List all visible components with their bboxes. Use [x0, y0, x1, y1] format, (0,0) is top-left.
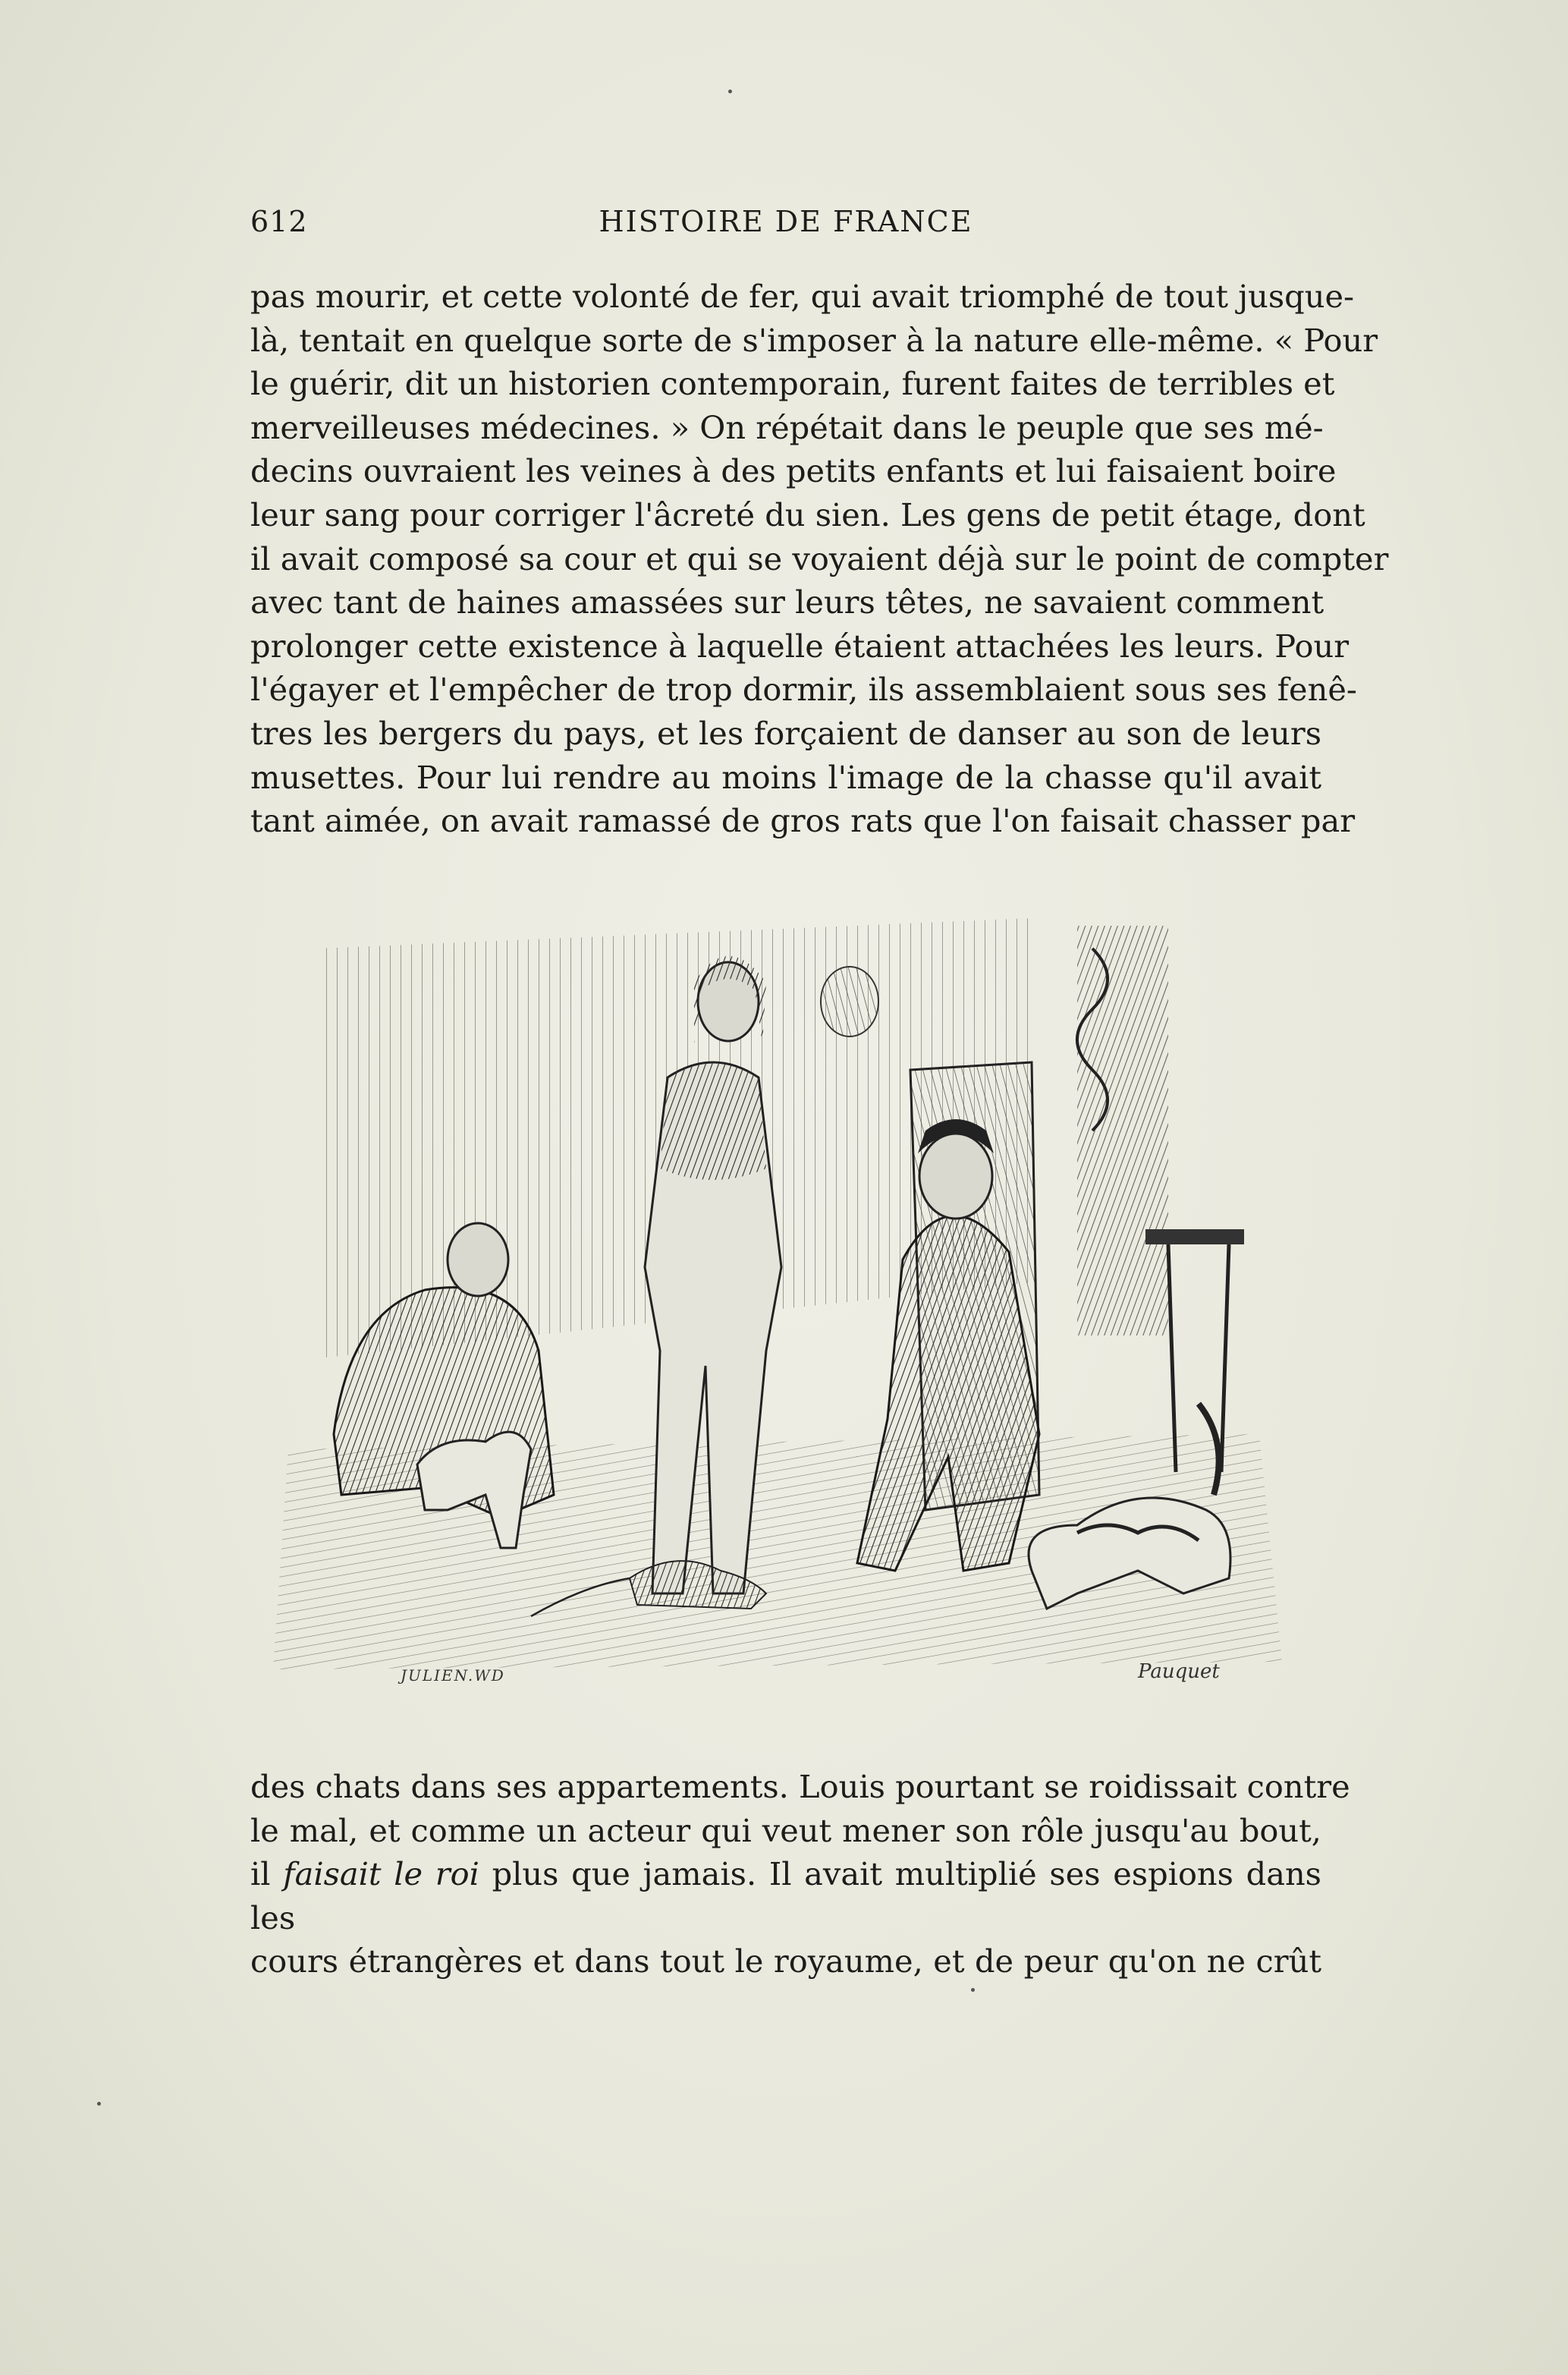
paper-speck	[97, 2102, 101, 2106]
artist-signature: Pauquet	[1138, 1660, 1220, 1683]
paragraph-bottom	[250, 1765, 1350, 1983]
engraver-signature: JULIEN.WD	[401, 1666, 505, 1685]
running-title: HISTOIRE DE FRANCE	[599, 205, 973, 238]
ornate-column	[1077, 926, 1168, 1335]
running-header	[250, 205, 1321, 243]
text-line: prolonger cette existence à laquelle étaient attachées les leurs. Pour	[250, 627, 1350, 665]
text-fragment: plus que jamais. Il avait multiplié ses espions dans les	[250, 1855, 1321, 1936]
text-fragment: il	[250, 1855, 284, 1893]
text-line: pas mourir, et cette volonté de fer, qui avait triomphé de tout jusque-	[250, 278, 1355, 315]
italic-phrase: faisait le roi	[283, 1855, 479, 1893]
text-line: merveilleuses médecines. » On répétait dans le peuple que ses mé-	[250, 408, 1324, 446]
text-line: le guérir, dit un historien contemporain, furent faites de terribles et	[250, 365, 1335, 403]
text-line: decins ouvraient les veines à des petits enfants et lui faisaient boire	[250, 452, 1337, 490]
text-line: avec tant de haines amassées sur leurs têtes, ne savaient comment	[250, 584, 1324, 621]
text-line: leur sang pour corriger l'âcreté du sien. Les gens de petit étage, dont	[250, 495, 1365, 533]
text-line: des chats dans ses appartements. Louis pourtant se roidissait contre	[250, 1768, 1350, 1805]
engraving-illustration	[273, 903, 1305, 1685]
text-line: l'égayer et l'empêcher de trop dormir, ils assemblaient sous ses fenê-	[250, 671, 1357, 709]
page-number: 612	[250, 205, 308, 238]
text-line	[250, 1852, 1321, 1939]
text-line: cours étrangères et dans tout le royaume, et de peur qu'on ne crût	[250, 1942, 1321, 1980]
text-line: là, tentait en quelque sorte de s'imposer à la nature elle-même. « Pour	[250, 321, 1378, 359]
text-line: tant aimée, on avait ramassé de gros rats que l'on faisait chasser par	[250, 802, 1356, 840]
side-table	[1145, 1229, 1244, 1244]
paragraph-top	[250, 275, 1389, 843]
text-line: musettes. Pour lui rendre au moins l'image de la chasse qu'il avait	[250, 758, 1321, 796]
paper-speck	[728, 90, 732, 93]
text-line: le mal, et comme un acteur qui veut mener son rôle jusqu'au bout,	[250, 1811, 1321, 1849]
text-line: il avait composé sa cour et qui se voyaient déjà sur le point de compter	[250, 539, 1389, 577]
paper-speck	[971, 1988, 975, 1992]
text-line: tres les bergers du pays, et les forçaient de danser au son de leurs	[250, 714, 1321, 752]
